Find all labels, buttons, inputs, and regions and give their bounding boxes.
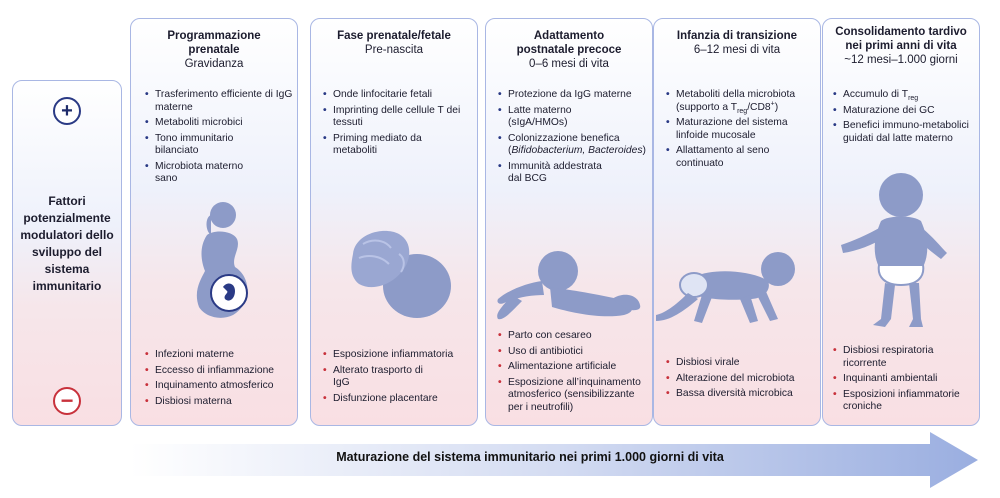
list-item: • Latte materno (sIgA/HMOs): [498, 105, 650, 130]
stage-subtitle: Pre-nascita: [364, 44, 424, 56]
list-item: • Esposizione infiammatoria: [323, 349, 473, 362]
stage-header: [486, 29, 652, 71]
list-item: • Parto con cesareo: [498, 330, 650, 343]
list-item: • Esposizioni infiammatorie croniche: [833, 389, 977, 414]
list-item: • Disfunzione placentare: [323, 393, 473, 406]
fetus-icon: [333, 214, 453, 324]
crawling-baby-icon: [492, 237, 647, 327]
list-item: • Benefici immuno-metabolici guidati dal latte materno: [833, 120, 975, 145]
list-item: • Trasferimento efficiente di IgG materne: [145, 89, 293, 114]
list-item: • Maturazione del sistema linfoide mucosale: [666, 117, 816, 142]
list-item: • Tono immunitario bilanciato: [145, 133, 293, 158]
stage-header: [131, 29, 297, 71]
negative-factors-list: [498, 330, 650, 417]
list-item: • Alterazione del microbiota: [666, 373, 816, 386]
list-item: • Bassa diversità microbica: [666, 388, 816, 401]
list-item: • Immunità addestrata dal BCG: [498, 161, 650, 186]
negative-factors-list: [145, 349, 295, 411]
list-item: • Inquinanti ambientali: [833, 373, 977, 386]
list-item: • Colonizzazione benefica (Bifidobacterium, Bacteroides): [498, 133, 650, 158]
list-item: • Onde linfocitarie fetali: [323, 89, 471, 102]
stage-transitional-infancy: [653, 18, 821, 426]
list-item: • Eccesso di infiammazione: [145, 365, 295, 378]
list-item: • Maturazione dei GC: [833, 105, 975, 118]
list-item-text: Metaboliti della microbiota (supporto a T: [676, 89, 796, 113]
stage-title: Programmazione prenatale: [167, 30, 261, 56]
list-item-text: ): [774, 101, 779, 113]
list-item: • Uso di antibiotici: [498, 346, 650, 359]
stage-subtitle: 0–6 mesi di vita: [529, 58, 609, 70]
list-item: • Esposizione all’inquinamento atmosferico (sensibilizzante per i neutrofili): [498, 377, 650, 415]
list-item: • Microbiota materno sano: [145, 161, 293, 186]
stage-title: Consolidamento tardivo nei primi anni di vita: [835, 26, 967, 52]
list-item: • Disbiosi virale: [666, 357, 816, 370]
list-item: [666, 89, 816, 114]
list-item-text: Colonizzazione benefica: [508, 132, 620, 144]
bacteria-names: Bifidobacterium, Bacteroides: [511, 145, 643, 156]
list-item-text: /CD8: [747, 101, 771, 113]
positive-factors-list: [833, 89, 975, 148]
list-item: • Alimentazione artificiale: [498, 361, 650, 374]
reg-subscript: reg: [737, 107, 748, 115]
list-item: • Disbiosi materna: [145, 396, 295, 409]
positive-factors-list: [145, 89, 293, 189]
reg-subscript: reg: [908, 95, 919, 103]
standing-toddler-icon: [837, 169, 957, 334]
stage-prenatal-programming: [130, 18, 298, 426]
stage-title: Fase prenatale/fetale: [337, 30, 451, 42]
stage-early-postnatal: [485, 18, 653, 426]
list-item: • Metaboliti microbici: [145, 117, 293, 130]
stage-title: Adattamento postnatale precoce: [516, 30, 622, 56]
pregnant-woman-icon: [171, 191, 271, 321]
list-item: • Disbiosi respiratoria ricorrente: [833, 345, 977, 370]
list-item: [833, 89, 975, 102]
list-item: • Alterato trasporto di IgG: [323, 365, 473, 390]
arrow-label: Maturazione del sistema immunitario nei primi 1.000 giorni di vita: [336, 450, 724, 464]
list-item: • Priming mediato da metaboliti: [323, 133, 471, 158]
list-item: • Protezione da IgG materne: [498, 89, 650, 102]
plus-superscript: +: [770, 100, 775, 108]
stage-subtitle: 6–12 mesi di vita: [693, 44, 781, 56]
factors-panel: [12, 80, 122, 426]
list-item: • Allattamento al seno continuato: [666, 145, 816, 170]
negative-factors-list: [833, 345, 977, 417]
stage-subtitle: ~12 mesi–1.000 giorni: [844, 54, 958, 66]
positive-factors-list: [666, 89, 816, 173]
positive-factors-list: [323, 89, 471, 161]
list-item-text: Accumulo di T: [843, 89, 909, 100]
plus-icon: +: [53, 97, 81, 125]
factors-title: Fattori potenzialmente modulatori dello sviluppo del sistema immunitario: [20, 194, 114, 293]
list-item: • Imprinting delle cellule T dei tessuti: [323, 105, 471, 130]
stage-header: [823, 25, 979, 67]
crawling-infant-icon: [654, 247, 819, 329]
stage-header: [654, 29, 820, 57]
list-item: • Infezioni materne: [145, 349, 295, 362]
stage-fetal: [310, 18, 478, 426]
negative-factors-list: [666, 357, 816, 404]
list-item: • Inquinamento atmosferico: [145, 380, 295, 393]
minus-icon: −: [53, 387, 81, 415]
stage-late-consolidation: [822, 18, 980, 426]
stage-subtitle: Gravidanza: [184, 58, 244, 70]
negative-factors-list: [323, 349, 473, 408]
positive-factors-list: [498, 89, 650, 189]
stage-title: Infanzia di transizione: [676, 30, 798, 42]
stage-header: [311, 29, 477, 57]
